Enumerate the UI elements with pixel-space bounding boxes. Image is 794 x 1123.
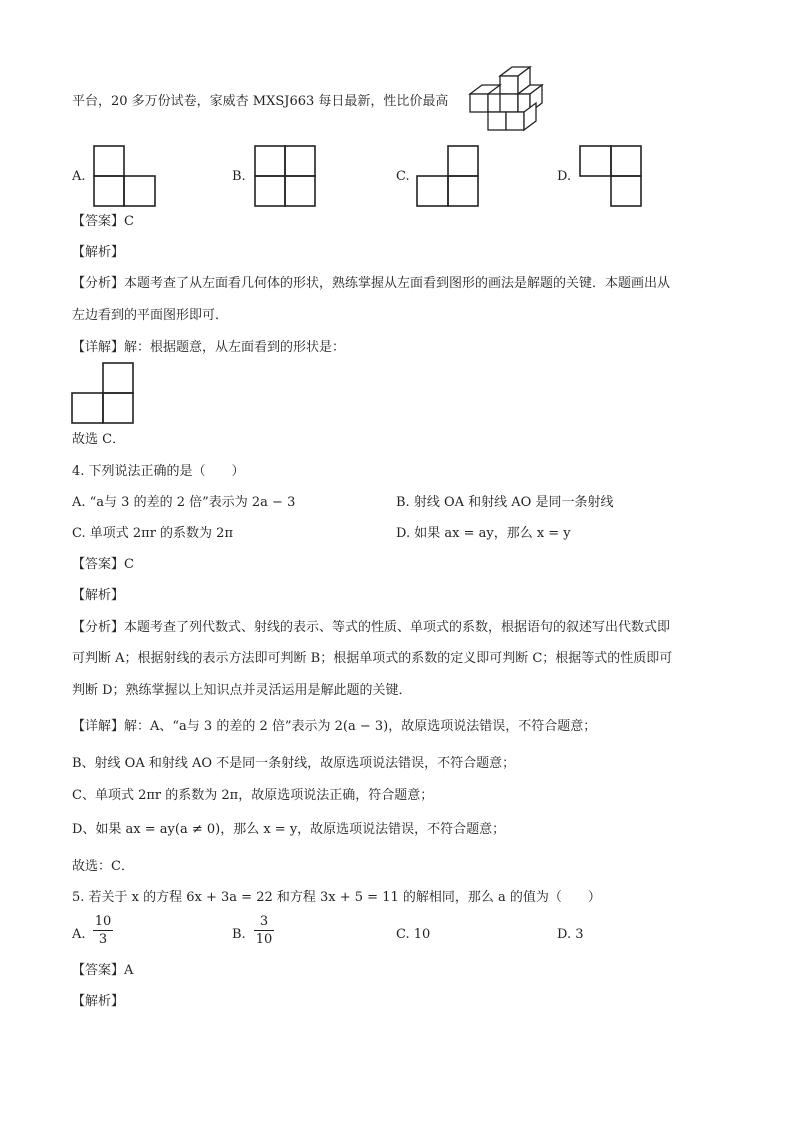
q4-option-a: A. “a与 3 的差的 2 倍”表示为 2a − 3 [72, 495, 296, 510]
q4-detail-a: 【详解】解：A、“a与 3 的差的 2 倍”表示为 2(a − 3)，故原选项说法错误，不符合题意； [72, 719, 597, 734]
q3-option-d-figure [579, 145, 643, 207]
q3-option-c-label: C. [396, 169, 410, 184]
q5-option-a-numerator: 10 [94, 914, 112, 929]
q4-stem: 4. 下列说法正确的是（ ） [72, 464, 245, 479]
q3-option-a-figure [93, 145, 157, 207]
q5-option-b-label: B. [232, 927, 246, 942]
q3-detail: 【详解】解：根据题意，从左面看到的形状是： [72, 340, 346, 355]
q3-analysis-line-1: 【分析】本题考查了从左面看几何体的形状，熟练掌握从左面看到图形的画法是解题的关键．本题画出从 [72, 276, 671, 291]
q5-option-b-numerator: 3 [259, 914, 269, 929]
q4-option-b: B. 射线 OA 和射线 AO 是同一条射线 [396, 495, 614, 510]
q5-option-a-denominator: 3 [93, 930, 113, 948]
q3-option-a-label: A. [72, 169, 86, 184]
q3-option-b-figure [254, 145, 316, 207]
watermark-text: 平台，20 多万份试卷，家威杏 MXSJ663 每日最新，性比价最高 [72, 94, 449, 109]
q3-conclusion: 故选 C． [72, 432, 126, 447]
q5-stem: 5. 若关于 x 的方程 6x + 3a = 22 和方程 3x + 5 = 11 的解相同，那么 a 的值为（ ） [72, 890, 601, 905]
q4-option-c: C. 单项式 2πr 的系数为 2π [72, 526, 233, 541]
q3-answer: 【答案】C [72, 214, 134, 229]
q3-left-view-figure [71, 362, 135, 424]
q4-detail-b: B、射线 OA 和射线 AO 不是同一条射线，故原选项说法错误，不符合题意； [72, 756, 516, 771]
q5-analysis-title: 【解析】 [72, 994, 125, 1009]
q3-option-d-label: D. [557, 169, 572, 184]
q4-option-d: D. 如果 ax = ay，那么 x = y [396, 526, 571, 541]
q3-option-c-figure [416, 145, 480, 207]
q5-answer: 【答案】A [72, 963, 134, 978]
q4-analysis-title: 【解析】 [72, 588, 125, 603]
q3-option-b-label: B. [232, 169, 246, 184]
q4-detail-d: D、如果 ax = ay(a ≠ 0)，那么 x = y，故原选项说法错误，不符合题意； [72, 822, 506, 837]
q4-detail-c: C、单项式 2πr 的系数为 2π，故原选项说法正确，符合题意； [72, 788, 434, 803]
q5-option-d: D. 3 [557, 927, 584, 942]
q5-option-c: C. 10 [396, 927, 431, 942]
q4-answer: 【答案】C [72, 557, 134, 572]
q4-conclusion: 故选：C． [72, 859, 134, 874]
cube-stack-figure [466, 64, 546, 142]
q5-option-b-fraction [254, 914, 274, 948]
q5-option-b-denominator: 10 [255, 932, 273, 947]
q5-option-a-label: A. [72, 927, 86, 942]
q3-analysis-title: 【解析】 [72, 245, 125, 260]
q5-option-a-fraction [93, 914, 113, 948]
q4-analysis-line-1: 【分析】本题考查了列代数式、射线的表示、等式的性质、单项式的系数，根据语句的叙述写出代数式即 [72, 620, 671, 635]
q3-analysis-line-2: 左边看到的平面图形即可． [72, 308, 229, 323]
q4-analysis-line-3: 判断 D；熟练掌握以上知识点并灵活运用是解此题的关键． [72, 683, 412, 698]
q4-analysis-line-2: 可判断 A；根据射线的表示方法即可判断 B；根据单项式的系数的定义即可判断 C；根据等式的性质即可 [72, 651, 673, 666]
